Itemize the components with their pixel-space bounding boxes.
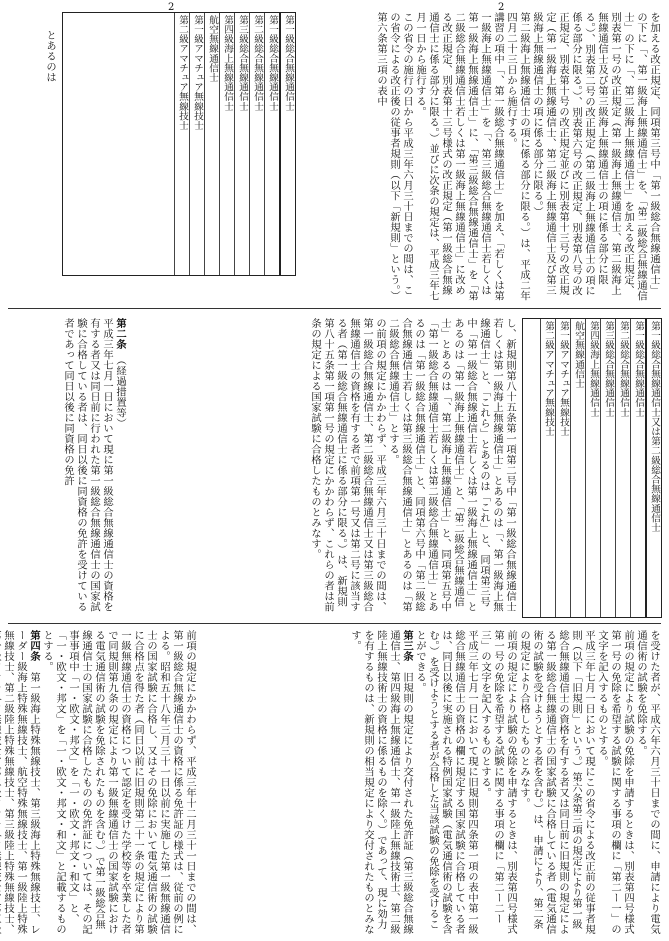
table-cell: 第三級総合無線通信士 xyxy=(234,13,249,275)
table-cell: 第二級アマチュア無線技士 xyxy=(174,13,189,275)
table-cell: 第三級総合無線通信士 xyxy=(600,319,615,617)
middle-qualification-table xyxy=(522,318,662,618)
page-number-right: 2 xyxy=(498,2,505,13)
bottom-paragraph: を受けた者が、平成六年六月三十日までの間に、申請により電気通信術の試験を免除する。 xyxy=(635,630,660,935)
table-header-cell: 第一級総合無線通信士又は第二級総合無線通信士 xyxy=(645,319,661,617)
table-cell: 第二級総合無線通信士 xyxy=(249,13,264,275)
bottom-left-text-block xyxy=(2,630,196,935)
table-cell: 航空無線通信士 xyxy=(204,13,219,275)
table-cell: 第二級アマチュア無線技士 xyxy=(540,319,555,617)
page-number-left: 2 xyxy=(168,2,175,13)
table-cell: 第一級アマチュア無線技士 xyxy=(555,319,570,617)
top-paragraph: 第二級海上無線通信士の項に係る部分に限る。）は、平成二年四月二十三日から施行する。 xyxy=(505,12,530,301)
table-cell: 航空無線通信士 xyxy=(570,319,585,617)
article-3-text: 旧規則の規定により交付された免許証（第三級総合無線通信士、第四級海上無線通信士、第一級陸上無線技術士、第二級陸上無線技術士の資格に係るものを除く。）であって、現に効力を有するものは、新規則の相当規定により交付されたものとみなす。 xyxy=(349,630,413,935)
bottom-left-paragraph: 一級無線通信士の資格について認定を受けた学校等を卒業した者で同規則第九条の規定により第一級無線通信士の国家試験における電気通信術の試験を免除されたものを含む。）で第一級総合無線通信士の国家試験に合格したものの免許証については、その記事事項中「一・欧文・邦文」を「一・欧文・邦文・和文」と、「一・欧文・邦文」を「一・欧文・邦文・和文」と記載するものとする。 xyxy=(41,630,131,935)
bottom-paragraph: 前項の規定により試験の免除を申請するときは、別表第四号様式第一号の免除を希望する試験に関する事項の欄に「第二ー一」の文字を記入するものとする。 xyxy=(596,630,634,935)
table-cell: 第二級総合無線通信士 xyxy=(615,319,630,617)
top-left-tail: とあるのは xyxy=(44,30,56,83)
table-header-cell: 第一級総合無線通信士 xyxy=(279,13,295,275)
article-4-heading: 第四条 xyxy=(28,630,40,662)
bottom-left-paragraph: 前項の規定にかかわらず、平成三年十二月三十一日までの間は、第一級総合無線通信士の資格に係る免許証の様式は、従前の例による。昭和五十八年三月三十一日以前に実施した第一級無線通信士の国家試験に合格し、又はその免除において電気通信術の試験に合格点を得た者（同日以前に旧規則第二十一条の規定により第 xyxy=(132,630,196,935)
top-qualification-table xyxy=(62,12,296,276)
middle-paragraph: の前項の規定にかかわらず、平成三年六月三十日までの間は、第一級総合無線通信士、第二級総合無線通信士又は第三級総合無線通信士の資格を有する者で前項第一号又は第二号に該当する者（第一級総合無線通信士に係る部分に限る。）は、新規則第八十五条第一項第一号の規定にかかわらず、これらの者は前条の規定による国家試験に合格したものとみなす。 xyxy=(309,318,386,612)
top-paragraph: この省令の施行の日から平成三年六月三十日までの間は、この省令による改正後の従事者規則（以下「新規則」という。）第六条第三項の表中 xyxy=(375,12,413,301)
top-paragraph: 講習の項中「、第一級総合無線通信士」を加え、「若しくは第一級海上無線通信士」を「、第三級総合無線通信士若しくは第一級海上無線通信士」に、「第三級総合無線通信士」を「第二級総合無線通信士若しくは第一級海上無線通信士」に改める改正規定、別表第十三号様式の改正規定（第一級総合無線通信士に係る部分に限る。）並びに次条の規定は、平成三年七月一日から施行する。 xyxy=(414,12,504,301)
table-cell: 第四級海上無線通信士 xyxy=(219,13,234,275)
table-cell: 第一級総合無線通信士 xyxy=(630,319,645,617)
article-2-text: 平成三年七月一日において現に第一級総合無線通信士の資格を有する者又は同日前に行われた第一級総合無線通信士の国家試験に合格している者は、同日以後に同資格の免許を受けている者であって同日以後に同資格の免許 xyxy=(62,318,113,612)
bottom-paragraph: 平成三年七月一日において現にこの省令による改正前の従事者規則（以下「旧規則」という。）第六条第三項の規定により第一級総合無線通信士の資格を有する者又は同日前に旧規則の規定による第一級総合無線通信士の国家試験に合格している者（電気通信術の試験を受けようとする者を含む。）は、申請により、第二条の規定により合格したものとみなす。 xyxy=(518,630,595,935)
table-cell: 第一級総合無線通信士 xyxy=(264,13,279,275)
top-text-block xyxy=(300,12,660,304)
top-paragraph: を加える改正規定、同項第三号中「第一級総合無線通信士」の下に「、第一級海上無線通信士」を、「第二級総合無線通信士」の下に「、第二級海上無線通信士」を加える改正規定、別表第一号の改正規定（第一級海上無線通信士、第二級海上無線通信士及び第三級海上無線通信士の項に係る部分に限る。）、別表第二号の改正規定（第二級海上無線通信士の項に係る部分に限る。）、別表第六号の改正規定、別表第八号の改正規定、別表第十号の改正規定並びに別表第十三号の改正規定（第一級海上無線通信士、第二級海上無線通信士及び第三級海上無線通信士の項に係る部分に限る。） xyxy=(531,12,660,301)
article-2-block xyxy=(14,318,126,616)
tier-divider-lower xyxy=(8,623,661,624)
article-4-text: 第一級海上特殊無線技士、第三級海上特殊無線技士、レーダー級海上特殊無線技士、航空特殊無線技士、第一級陸上特殊無線技士、第二級陸上特殊無線技士、第三級陸上特殊無線技士、 xyxy=(2,630,40,935)
middle-text-block xyxy=(130,318,516,616)
bottom-right-text-block xyxy=(200,630,660,935)
article-2-note: （経過措置等） xyxy=(114,360,126,429)
article-2-heading: 第二条 xyxy=(114,318,126,350)
bottom-paragraph: 平成三年七月一日において現に旧規則第四条第一項の表中第一級総合無線通信士の資格の欄に規定する国家試験に合格している者は、同日以後に実施される特例国家試験（電気通信術の試験を含む。）を受けようとする者が合格した当該試験の免除を受けることができる。 xyxy=(414,630,478,935)
bottom-paragraph: 前項の規定により試験の免除を申請するときは、別表第四号様式第一号の免除を希望する試験に関する事項の欄に「第二ー二ー三」の文字を記入するものとする。 xyxy=(479,630,517,935)
middle-paragraph: し、新規則第八十五条第一項第二号中「第一級総合無線通信士若しくは第一級海上無線通信士」とあるのは「、第一級海上無線通信士」と、「これら」とあるのは「これ」と、同項第三号中「第一級総合無線通信士若しくは第一級海上無線通信士」とあるのは「第一級海上無線通信士」と、「第二級総合無線通信士」とあるのは「、第二級海上無線通信士」と、同項第五号中「第一級総合無線通信士若しくは第二級総合無線通信士」とあるのは「第一級総合無線通信士」と、同項第六号中「第二級総合無線通信士若しくは第三級総合無線通信士」とあるのは「第二級総合無線通信士」とする。 xyxy=(387,318,516,612)
article-3-heading: 第三条 xyxy=(401,630,413,662)
tier-divider-upper xyxy=(8,308,661,309)
table-cell: 第四級海上無線通信士 xyxy=(585,319,600,617)
table-cell: 第一級アマチュア無線技士 xyxy=(189,13,204,275)
